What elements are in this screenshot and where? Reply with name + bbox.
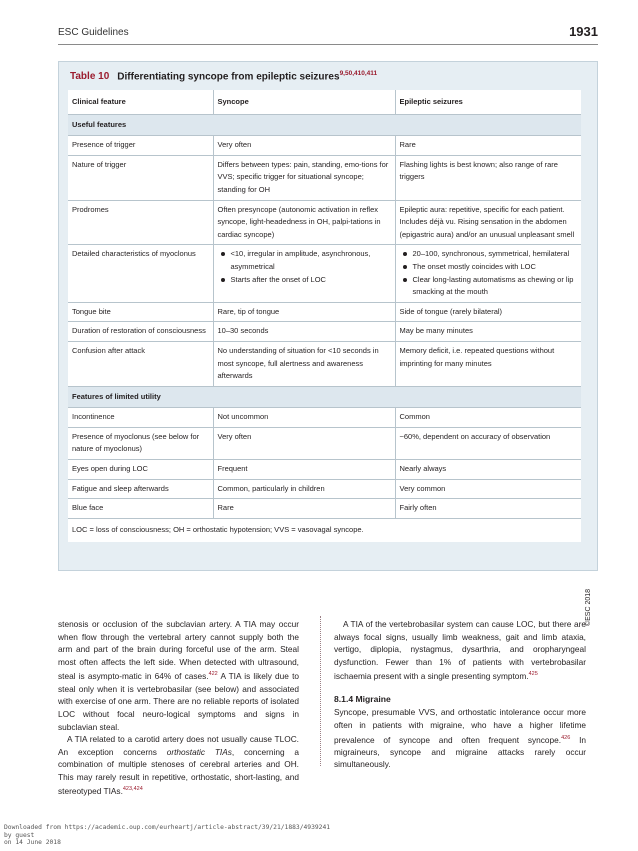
feature-cell: Nature of trigger (68, 155, 213, 200)
table-row (68, 408, 581, 428)
feature-cell: Duration of restoration of consciousness (68, 322, 213, 342)
table-panel (58, 61, 598, 626)
feature-cell: Prodromes (68, 200, 213, 245)
table-refs[interactable]: 9,50,410,411 (339, 70, 378, 77)
emphasis: orthostatic TIAs (166, 746, 232, 757)
feature-cell: Fatigue and sleep afterwards (68, 479, 213, 499)
syncope-cell: Often presyncope (autonomic activation in reflex syncope, light-headedness in OH, palpi-tations in cardiac syncope) (213, 200, 395, 245)
feature-cell: Detailed characteristics of myoclonus (68, 245, 213, 302)
download-watermark: Downloaded from https://academic.oup.com/eurheartj/article-abstract/39/21/1883/4939241 by guest on 14 June 2018 (4, 824, 331, 846)
table-footnote-row (68, 518, 581, 542)
feature-cell: Tongue bite (68, 302, 213, 322)
table-row (68, 200, 581, 245)
text-run: , concerning a combination of multiple stenoses of cerebral arteries and OH. This may rarely result in repetitive, orthostatic, short-lasting, and stereotyped TIAs. (58, 746, 300, 797)
running-header: ESC Guidelines (58, 27, 129, 38)
column-header-feature: Clinical feature (68, 90, 213, 114)
table-row (68, 427, 581, 459)
epileptic-cell: Fairly often (395, 499, 581, 519)
paragraph (58, 618, 299, 733)
paragraph (334, 618, 586, 683)
table-row (68, 322, 581, 342)
citation-ref[interactable]: 422 (208, 671, 218, 678)
page-number: 1931 (569, 24, 598, 39)
feature-cell: Blue face (68, 499, 213, 519)
feature-cell: Confusion after attack (68, 341, 213, 386)
epileptic-cell: Epileptic aura: repetitive, specific for each patient. Includes déjà vu. Rising sensation in the abdomen (epigastric aura) and/or an unusual unpleasant smell (395, 200, 581, 245)
citation-ref[interactable]: 423,424 (122, 786, 143, 793)
table-title: Differentiating syncope from epileptic seizures (117, 71, 340, 83)
table-row (68, 136, 581, 156)
comparison-table (68, 90, 581, 542)
paragraph (334, 706, 586, 771)
syncope-cell (213, 245, 395, 302)
table-header-row (68, 90, 581, 114)
header-divider (58, 44, 598, 45)
syncope-cell: Frequent (213, 460, 395, 480)
column-divider (320, 616, 321, 766)
table-row (68, 479, 581, 499)
text-run: A TIA related to a carotid artery does not usually cause TLOC. An exception concerns (58, 734, 299, 757)
list-item: 20–100, synchronous, symmetrical, hemilateral (400, 248, 578, 261)
table-number: Table 10 (70, 71, 110, 83)
list-item: Starts after the onset of LOC (218, 274, 391, 287)
syncope-cell: Very often (213, 427, 395, 459)
epileptic-cell: Side of tongue (rarely bilateral) (395, 302, 581, 322)
epileptic-cell (395, 245, 581, 302)
feature-cell: Incontinence (68, 408, 213, 428)
syncope-cell: No understanding of situation for <10 seconds in most syncope, full alertness and awareness afterwards (213, 341, 395, 386)
section-row (68, 114, 581, 136)
list-item: Clear long-lasting automatisms as chewing or lip smacking at the mouth (400, 274, 578, 299)
epileptic-cell: ~60%, dependent on accuracy of observation (395, 427, 581, 459)
syncope-cell: Common, particularly in children (213, 479, 395, 499)
table-caption (70, 70, 377, 82)
table-row (68, 460, 581, 480)
table-row (68, 499, 581, 519)
section-heading: 8.1.4 Migraine (334, 693, 391, 704)
text-run: stenosis or occlusion of the subclavian artery. A TIA may occur when flow through the vertebral artery cannot supply both the arm and part of the brain during forceful use of the arm. Steal most often affects the left side. When detected with ultrasound, steal is asympto-matic in 64% of cases. (58, 619, 299, 682)
text-run: In migraineurs, syncope and migraine attacks rarely occur simultaneously. (334, 734, 586, 770)
text-run: A TIA of the vertebrobasilar system can cause LOC, but there are always focal signs, usually limb weakness, gait and limb ataxia, vertigo, diplopia, nystagmus, dysarthria, and oropharyngeal dysfunction. Fewer than 1% of patients with vertebrobasilar ischaemia present with a single presenting symptom. (334, 619, 586, 682)
list-item: <10, irregular in amplitude, asynchronous, asymmetrical (218, 248, 391, 273)
table-body (68, 90, 581, 542)
text-run: Syncope, presumable VVS, and orthostatic intolerance occur more often in patients with migraine, who have a higher lifetime prevalence of syncope and often frequent syncope. (334, 707, 586, 745)
column-header-syncope: Syncope (213, 90, 395, 114)
syncope-cell: Very often (213, 136, 395, 156)
citation-ref[interactable]: 425 (528, 671, 538, 678)
epileptic-cell: Memory deficit, i.e. repeated questions without imprinting for many minutes (395, 341, 581, 386)
bullet-list (400, 248, 578, 298)
feature-cell: Eyes open during LOC (68, 460, 213, 480)
table-row (68, 155, 581, 200)
table-row (68, 245, 581, 302)
syncope-cell: Differs between types: pain, standing, emo-tions for VVS; specific trigger for situational syncope; standing for OH (213, 155, 395, 200)
epileptic-cell: Very common (395, 479, 581, 499)
epileptic-cell: Flashing lights is best known; also range of rare triggers (395, 155, 581, 200)
section-label: Features of limited utility (68, 386, 581, 408)
table-row (68, 302, 581, 322)
section-row (68, 386, 581, 408)
section-label: Useful features (68, 114, 581, 136)
list-item: The onset mostly coincides with LOC (400, 261, 578, 274)
citation-ref[interactable]: 426 (561, 734, 571, 741)
epileptic-cell: Common (395, 408, 581, 428)
syncope-cell: Rare, tip of tongue (213, 302, 395, 322)
paragraph (58, 733, 299, 798)
table-row (68, 341, 581, 386)
text-run: A TIA is likely due to steal only when it is vertebrobasilar (see below) and associated with exercise of one arm. There are no reliable reports of isolated LOC without focal neuro-logical symptoms and signs in subclavian steal. (58, 671, 299, 732)
syncope-cell: Not uncommon (213, 408, 395, 428)
epileptic-cell: Rare (395, 136, 581, 156)
epileptic-cell: May be many minutes (395, 322, 581, 342)
epileptic-cell: Nearly always (395, 460, 581, 480)
table-footnote: LOC = loss of consciousness; OH = orthostatic hypotension; VVS = vasovagal syncope. (72, 524, 364, 534)
copyright-text: ©ESC 2018 (585, 588, 593, 626)
feature-cell: Presence of myoclonus (see below for nature of myoclonus) (68, 427, 213, 459)
column-header-epileptic: Epileptic seizures (395, 90, 581, 114)
syncope-cell: 10–30 seconds (213, 322, 395, 342)
left-column (58, 618, 299, 798)
right-column (334, 618, 586, 771)
feature-cell: Presence of trigger (68, 136, 213, 156)
bullet-list (218, 248, 391, 286)
syncope-cell: Rare (213, 499, 395, 519)
